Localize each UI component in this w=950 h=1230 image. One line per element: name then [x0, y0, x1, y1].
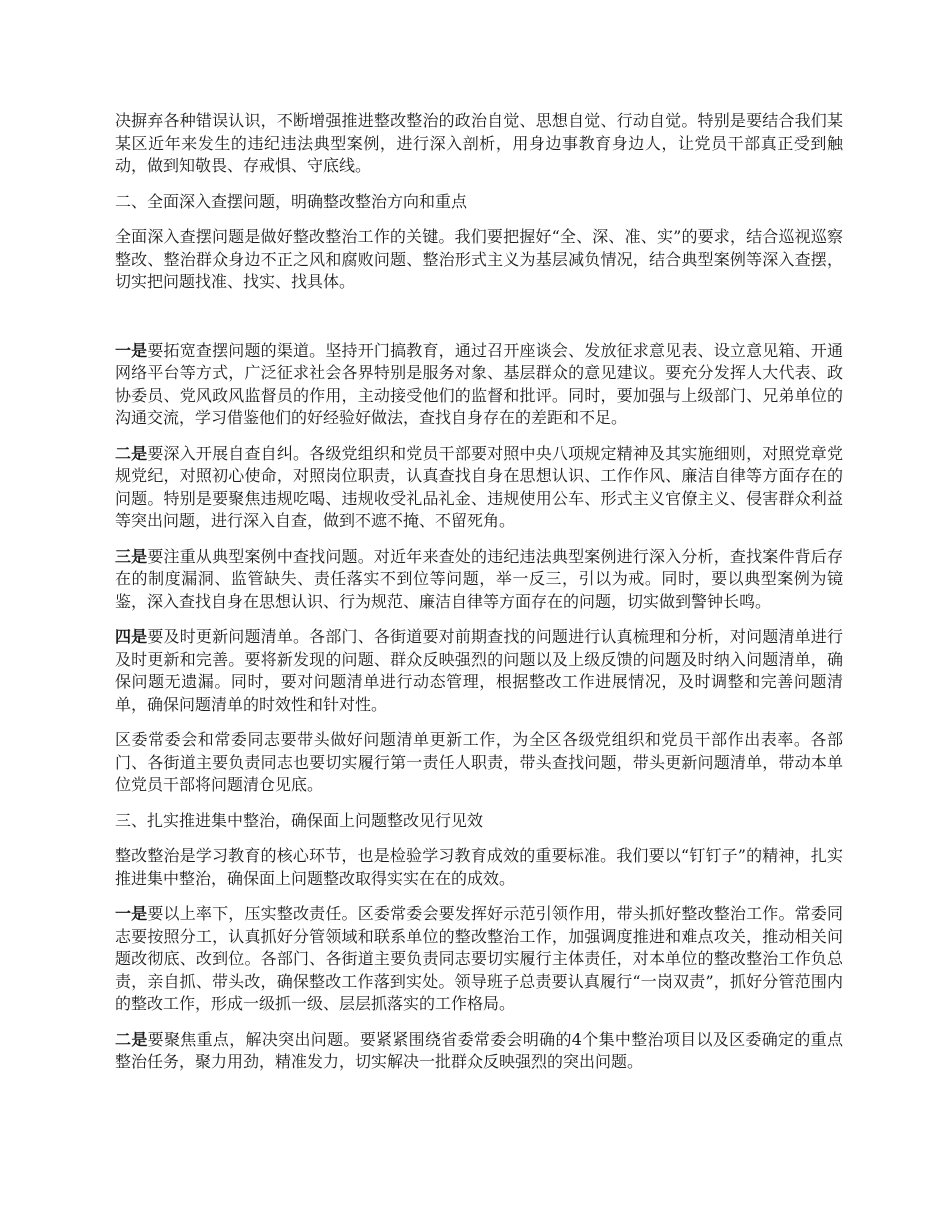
- paragraph-point-2: [115, 443, 843, 533]
- paragraph-text: 要以上率下，压实整改责任。区委常委会要发挥好示范引领作用，带头抓好整改整治工作。常委同志要按照分工，认真抓好分管领域和联系单位的整改整治工作，加强调度推进和难点攻关，推动相关问题改彻底、改到位。各部门、各街道主要负责同志要切实履行主体责任，对本单位的整改整治工作负总责，亲自抓、带头改，确保整改工作落到实处。领导班子总责要认真履行“一岗双责”，抓好分管范围内的整改工作，形成一级抓一级、层层抓落实的工作格局。: [115, 904, 843, 1013]
- paragraph-text: 要聚焦重点，解决突出问题。要紧紧围绕省委常委会明确的4个集中整治项目以及区委确定的重点整治任务，聚力用劲，精准发力，切实解决一批群众反映强烈的突出问题。: [115, 1029, 843, 1071]
- paragraph-intro-continuation: [115, 110, 843, 178]
- section-heading-2: [115, 191, 843, 214]
- paragraph-text: 要注重从典型案例中查找问题。对近年来查处的违纪违法典型案例进行深入分析，查找案件背后存在的制度漏洞、监管缺失、责任落实不到位等问题，举一反三，引以为戒。同时，要以典型案例为镜鉴，深入查找自身在思想认识、行为规范、廉洁自律等方面存在的问题，切实做到警钟长鸣。: [115, 546, 843, 611]
- point-lead: 二是: [115, 443, 148, 463]
- paragraph-text: 全面深入查摆问题是做好整改整治工作的关键。我们要把握好“全、深、准、实”的要求，结合巡视巡察整改、整治群众身边不正之风和腐败问题、整治形式主义为基层减负情况，结合典型案例等深入查摆，切实把问题找准、找实、找具体。: [115, 227, 843, 291]
- heading-text: 三、扎实推进集中整治，确保面上问题整改见行见效: [115, 810, 484, 830]
- paragraph-text: 整改整治是学习教育的核心环节，也是检验学习教育成效的重要标准。我们要以“钉钉子”的精神，扎实推进集中整治，确保面上问题整改取得实实在在的成效。: [115, 846, 843, 888]
- paragraph-text: 要深入开展自查自纠。各级党组织和党员干部要对照中央八项规定精神及其实施细则，对照党章党规党纪，对照初心使命，对照岗位职责，认真查找自身在思想认识、工作作风、廉洁自律等方面存在的问题。特别是要聚焦违规吃喝、违规收受礼品礼金、违规使用公车、形式主义官僚主义、侵害群众利益等突出问题，进行深入自查，做到不遮不掩、不留死角。: [115, 443, 843, 530]
- paragraph-text: 要拓宽查摆问题的渠道。坚持开门搞教育，通过召开座谈会、发放征求意见表、设立意见箱、开通网络平台等方式，广泛征求社会各界特别是服务对象、基层群众的意见建议。要充分发挥人大代表、政协委员、党风政风监督员的作用，主动接受他们的监督和批评。同时，要加强与上级部门、兄弟单位的沟通交流，学习借鉴他们的好经验好做法，查找自身存在的差距和不足。: [115, 340, 843, 427]
- point-lead: 三是: [115, 546, 148, 566]
- paragraph-leadership-example: [115, 729, 843, 797]
- paragraph-point-4: [115, 626, 843, 716]
- paragraph-section-3-intro: [115, 845, 843, 890]
- paragraph-text: 区委常委会和常委同志要带头做好问题清单更新工作，为全区各级党组织和党员干部作出表率。各部门、各街道主要负责同志也要切实履行第一责任人职责，带头查找问题，带头更新问题清单，带动本单位党员干部将问题清仓见底。: [115, 730, 843, 794]
- paragraph-text: 要及时更新问题清单。各部门、各街道要对前期查找的问题进行认真梳理和分析，对问题清单进行及时更新和完善。要将新发现的问题、群众反映强烈的问题以及上级反馈的问题及时纳入问题清单，确保问题无遗漏。同时，要对问题清单进行动态管理，根据整改工作进展情况，及时调整和完善问题清单，确保问题清单的时效性和针对性。: [115, 627, 843, 714]
- point-lead: 二是: [115, 1029, 148, 1049]
- paragraph-text: 决摒弃各种错误认识，不断增强推进整改整治的政治自觉、思想自觉、行动自觉。特别是要结合我们某某区近年来发生的违纪违法典型案例，进行深入剖析，用身边事教育身边人，让党员干部真正受到触动，做到知敬畏、存戒惧、守底线。: [115, 111, 843, 175]
- heading-text: 二、全面深入查摆问题，明确整改整治方向和重点: [115, 191, 468, 211]
- paragraph-section-3-point-2: [115, 1029, 843, 1074]
- point-lead: 一是: [115, 904, 148, 923]
- point-lead: 四是: [115, 627, 148, 646]
- section-heading-3: [115, 810, 843, 833]
- paragraph-section-3-point-1: [115, 903, 843, 1016]
- document-body: [115, 110, 843, 1074]
- paragraph-point-1: [115, 340, 843, 430]
- paragraph-point-3: [115, 546, 843, 614]
- paragraph-section-2-intro: [115, 226, 843, 294]
- point-lead: 一是: [115, 340, 148, 360]
